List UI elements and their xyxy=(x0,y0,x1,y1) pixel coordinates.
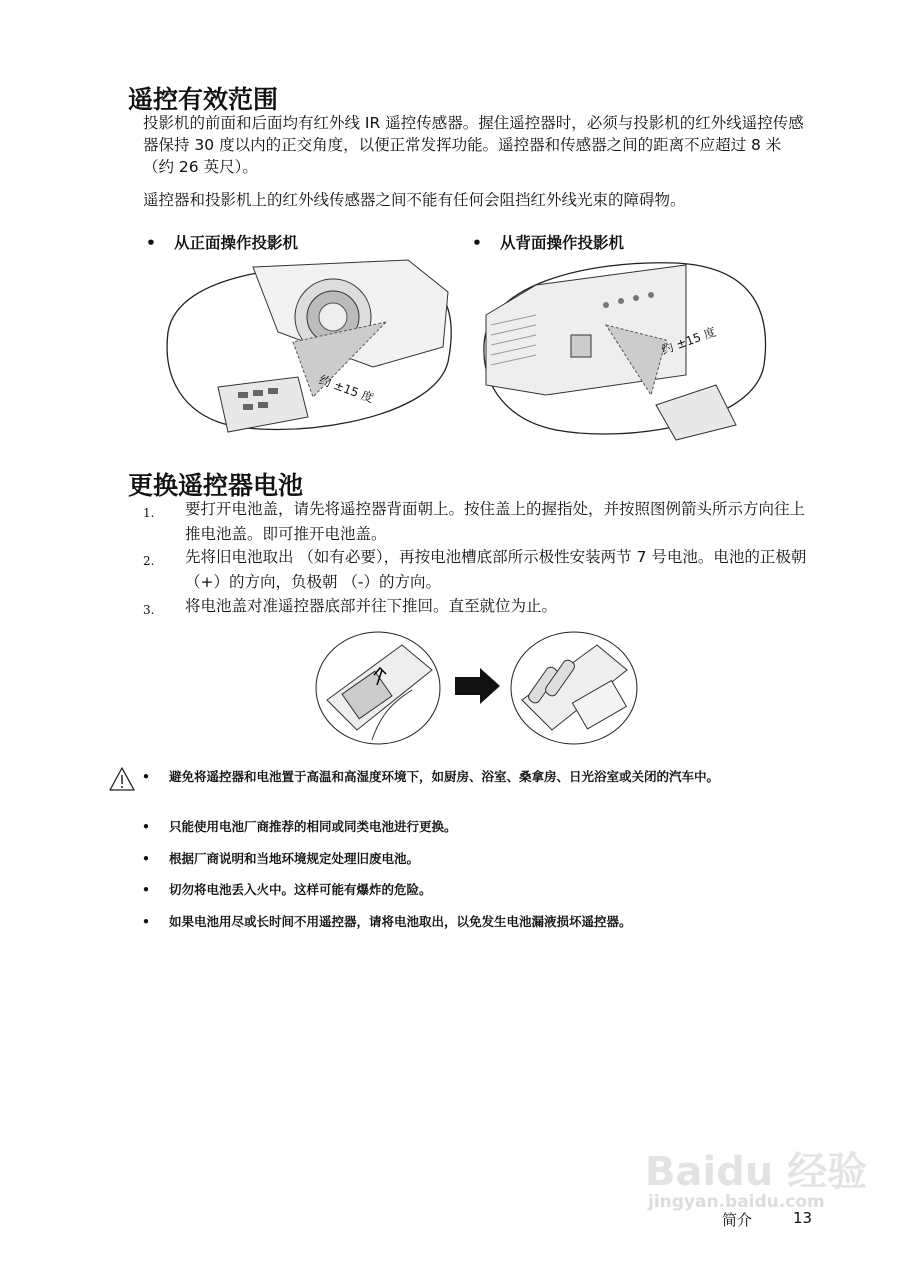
back-label-text: 从背面操作投影机 xyxy=(500,234,625,252)
bullet: • xyxy=(142,769,150,784)
warning-item xyxy=(142,881,802,898)
warning-text: 切勿将电池丢入火中。这样可能有爆炸的危险。 xyxy=(169,882,432,897)
step-3 xyxy=(143,594,813,619)
section-title-remote-range: 遥控有效范围 xyxy=(128,85,279,114)
bullet: • xyxy=(142,914,150,929)
battery-replacement-illustration xyxy=(312,630,646,750)
back-operation-label xyxy=(472,231,624,253)
bullet: • xyxy=(142,819,150,834)
arrow-right-icon xyxy=(455,668,500,704)
footer-section: 简介 xyxy=(722,1211,753,1229)
step-number: 3. xyxy=(143,603,155,617)
warning-text: 避免将遥控器和电池置于高温和高湿度环境下，如厨房、浴室、桑拿房、日光浴室或关闭的汽车中。 xyxy=(169,769,720,784)
watermark-url: jingyan.baidu.com xyxy=(648,1192,825,1212)
step-text: 先将旧电池取出 （如有必要），再按电池槽底部所示极性安装两节 7 号电池。电池的正极朝 （+）的方向，负极朝 （-）的方向。 xyxy=(185,548,807,591)
warning-text: 如果电池用尽或长时间不用遥控器，请将电池取出，以免发生电池漏液损坏遥控器。 xyxy=(169,914,632,929)
step-number: 1. xyxy=(143,506,155,520)
warning-item xyxy=(142,850,802,867)
step-text: 要打开电池盖，请先将遥控器背面朝上。按住盖上的握指处，并按照图例箭头所示方向往上推电池盖。即可推开电池盖。 xyxy=(185,500,806,543)
bullet: • xyxy=(142,851,150,866)
bullet: • xyxy=(472,234,482,252)
warning-item xyxy=(142,913,802,930)
warning-icon xyxy=(108,766,136,792)
bullet: • xyxy=(146,234,156,252)
step-2 xyxy=(143,545,813,595)
front-label-text: 从正面操作投影机 xyxy=(174,234,299,252)
back-angle-label: 约 ±15 度 xyxy=(659,324,718,358)
front-angle-label: 约 ±15 度 xyxy=(317,372,376,406)
warning-item xyxy=(142,818,802,835)
step-text: 将电池盖对准遥控器底部并往下推回。直至就位为止。 xyxy=(185,597,558,615)
warning-text: 只能使用电池厂商推荐的相同或同类电池进行更换。 xyxy=(169,819,457,834)
bullet: • xyxy=(142,882,150,897)
back-projector-illustration xyxy=(476,255,772,445)
remote-range-paragraph: 投影机的前面和后面均有红外线 IR 遥控传感器。握住遥控器时，必须与投影机的红外线遥控传感器保持 30 度以内的正交角度，以便正常发挥功能。遥控器和传感器之间的距离不应超过 8 米 （约 26 英尺）。 xyxy=(143,114,804,176)
warning-text: 根据厂商说明和当地环境规定处理旧废电池。 xyxy=(169,851,420,866)
front-projector-illustration xyxy=(158,252,458,444)
warning-item xyxy=(142,768,802,785)
obstruction-paragraph: 遥控器和投影机上的红外线传感器之间不能有任何会阻挡红外线光束的障碍物。 xyxy=(143,191,686,209)
watermark-logo: Baidu 经验 xyxy=(645,1149,868,1195)
front-operation-label xyxy=(146,231,298,253)
step-number: 2. xyxy=(143,554,155,568)
section-title-replace-battery: 更换遥控器电池 xyxy=(128,471,304,500)
page-number: 13 xyxy=(793,1209,813,1227)
step-1 xyxy=(143,497,813,547)
